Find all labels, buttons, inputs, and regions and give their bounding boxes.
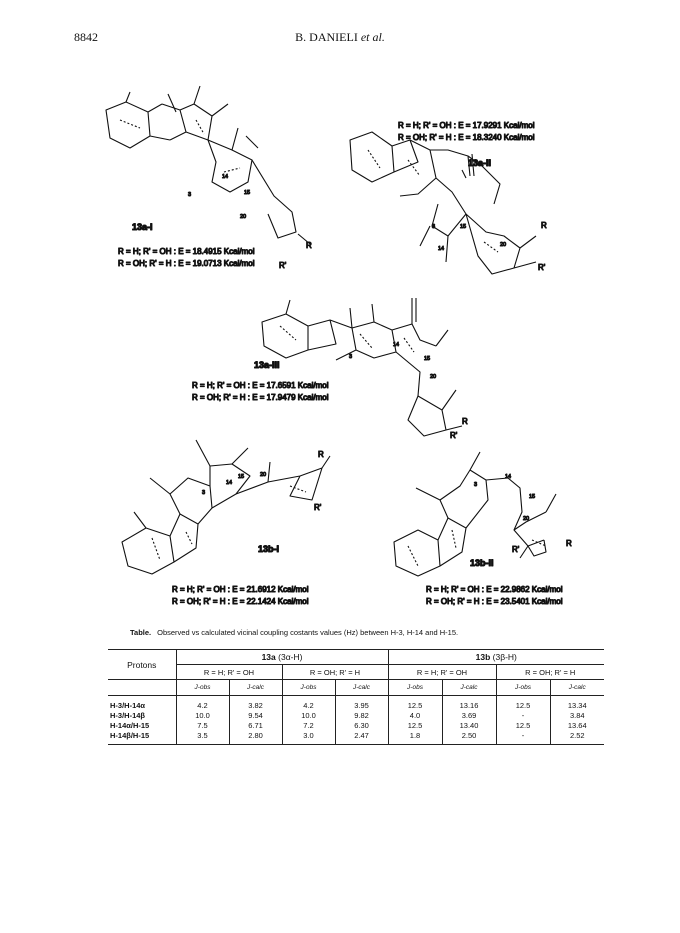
group-13a-name: 13a: [261, 652, 276, 662]
row-label: H-3/H-14β: [110, 710, 146, 720]
label-13b-II-pos-20: 20: [523, 516, 530, 522]
coupling-constants-table: [108, 649, 604, 745]
table-title: Table.: [130, 628, 152, 637]
group-13b-config: (3β-H): [492, 652, 517, 662]
cell: 3.82: [229, 696, 282, 711]
label-13b-II-pos-14: 14: [505, 474, 512, 480]
author-name: B. DANIELI: [295, 30, 358, 44]
cell: 1.8: [388, 730, 442, 745]
j-header: J-obs: [282, 680, 335, 696]
substituent-R-13a-II: R: [541, 221, 547, 230]
cell: 2.47: [335, 730, 388, 745]
label-13a-III-pos-14: 14: [393, 342, 400, 348]
cell: 13.16: [442, 696, 496, 711]
label-13a-II-pos-20: 20: [500, 242, 507, 248]
cell: 2.50: [442, 730, 496, 745]
label-13a-I-pos-20: 20: [240, 214, 247, 220]
cell: 12.5: [388, 720, 442, 730]
row-label: H-14α/H-15: [110, 720, 150, 730]
label-13a-II-pos-3: 3: [432, 224, 436, 230]
cell: 9.82: [335, 710, 388, 720]
cell: 3.0: [282, 730, 335, 745]
cell: 4.2: [176, 696, 229, 711]
cell: 13.34: [550, 696, 604, 711]
cell: 12.5: [388, 696, 442, 711]
row-label: H-3/H-14α: [110, 700, 146, 710]
structure-13a-I: [106, 86, 310, 244]
label-13a-III-pos-15: 15: [424, 356, 431, 362]
substituent-R-13a-I: R: [306, 241, 312, 250]
j-header: J-obs: [176, 680, 229, 696]
structure-13b-I: [122, 440, 330, 574]
sub-header-a1: R = H; R' = OH: [176, 665, 282, 680]
label-13a-II-pos-15: 15: [460, 224, 467, 230]
label-13b-I-pos-14: 14: [226, 480, 233, 486]
j-header: J-calc: [550, 680, 604, 696]
cell: 7.2: [282, 720, 335, 730]
label-13a-I-pos-15: 15: [244, 190, 251, 196]
energy-13b-I-1: R = H; R' = OH : E = 21.6912 Kcal/mol: [172, 585, 309, 594]
label-13a-I-pos-3: 3: [188, 192, 192, 198]
substituent-R-prime-13a-II: R': [538, 263, 546, 272]
label-13a-II-pos-14: 14: [438, 246, 445, 252]
structure-13a-II: [350, 132, 536, 274]
table-row: [108, 710, 604, 720]
row-label: H-14β/H-15: [108, 730, 176, 745]
table-row: [108, 730, 604, 745]
cell: 10.0: [282, 710, 335, 720]
group-13b-name: 13b: [475, 652, 491, 662]
cell: 12.5: [496, 720, 550, 730]
sub-header-b1: R = H; R' = OH: [388, 665, 496, 680]
energy-13a-I-2: R = OH; R' = H : E = 19.0713 Kcal/mol: [118, 259, 255, 268]
cell: 13.64: [550, 720, 604, 730]
cell: 3.69: [442, 710, 496, 720]
protons-header: Protons: [108, 650, 176, 680]
sub-header-a2: R = OH; R' = H: [282, 665, 388, 680]
compound-label-13a-I: 13a-I: [132, 222, 153, 232]
j-header: J-calc: [335, 680, 388, 696]
compound-label-13a-II: 13a-II: [468, 158, 492, 168]
table-caption: [130, 628, 610, 637]
energy-13a-II-1: R = H; R' = OH : E = 17.9291 Kcal/mol: [398, 121, 535, 130]
cell: -: [496, 710, 550, 720]
energy-13b-I-2: R = OH; R' = H : E = 22.1424 Kcal/mol: [172, 597, 309, 606]
substituent-R-prime-13b-II: R': [512, 545, 520, 554]
compound-label-13b-I: 13b-I: [258, 544, 280, 554]
substituent-R-prime-13a-III: R': [450, 431, 458, 440]
cell: 7.5: [176, 720, 229, 730]
label-13b-I-pos-15: 15: [238, 474, 245, 480]
substituent-R-13a-III: R: [462, 417, 468, 426]
cell: 3.84: [550, 710, 604, 720]
cell: 2.52: [550, 730, 604, 745]
cell: 6.30: [335, 720, 388, 730]
substituent-R-13b-II: R: [566, 539, 572, 548]
compound-label-13b-II: 13b-II: [470, 558, 494, 568]
cell: 3.95: [335, 696, 388, 711]
energy-13a-III-1: R = H; R' = OH : E = 17.6591 Kcal/mol: [192, 381, 329, 390]
cell: -: [496, 730, 550, 745]
structure-13a-III: [262, 298, 462, 436]
author-suffix: et al.: [360, 30, 385, 44]
cell: 6.71: [229, 720, 282, 730]
sub-header-b2: R = OH; R' = H: [496, 665, 604, 680]
table-row: [108, 720, 604, 730]
j-header: J-calc: [229, 680, 282, 696]
substituent-R-prime-13a-I: R': [279, 261, 287, 270]
energy-13b-II-1: R = H; R' = OH : E = 22.9862 Kcal/mol: [426, 585, 563, 594]
energy-13a-I-1: R = H; R' = OH : E = 18.4915 Kcal/mol: [118, 247, 255, 256]
substituent-R-13b-I: R: [318, 450, 324, 459]
substituent-R-prime-13b-I: R': [314, 503, 322, 512]
label-13b-I-pos-20: 20: [260, 472, 267, 478]
group-header-13a: [176, 650, 388, 665]
j-header: J-calc: [442, 680, 496, 696]
group-13a-config: (3α-H): [278, 652, 303, 662]
energy-13a-II-2: R = OH; R' = H : E = 18.3240 Kcal/mol: [398, 133, 535, 142]
group-header-13b: [388, 650, 604, 665]
cell: 2.80: [229, 730, 282, 745]
compound-label-13a-III: 13a-III: [254, 360, 280, 370]
page-number: 8842: [74, 30, 98, 44]
label-13b-II-pos-15: 15: [529, 494, 536, 500]
label-13b-II-pos-3: 3: [474, 482, 478, 488]
label-13b-I-pos-3: 3: [202, 490, 206, 496]
cell: 4.2: [282, 696, 335, 711]
j-header: J-obs: [388, 680, 442, 696]
cell: 10.0: [176, 710, 229, 720]
label-13a-I-pos-14: 14: [222, 174, 229, 180]
energy-13a-III-2: R = OH; R' = H : E = 17.9479 Kcal/mol: [192, 393, 329, 402]
cell: 12.5: [496, 696, 550, 711]
energy-13b-II-2: R = OH; R' = H : E = 23.5401 Kcal/mol: [426, 597, 563, 606]
cell: 13.40: [442, 720, 496, 730]
cell: 9.54: [229, 710, 282, 720]
table-row: [108, 696, 604, 711]
label-13a-III-pos-20: 20: [430, 374, 437, 380]
j-header: J-obs: [496, 680, 550, 696]
cell: 3.5: [176, 730, 229, 745]
cell: 4.0: [388, 710, 442, 720]
label-13a-III-pos-3: 3: [349, 354, 353, 360]
table-caption-text: Observed vs calculated vicinal coupling costants values (Hz) between H-3, H-14 and H-15.: [157, 628, 459, 637]
